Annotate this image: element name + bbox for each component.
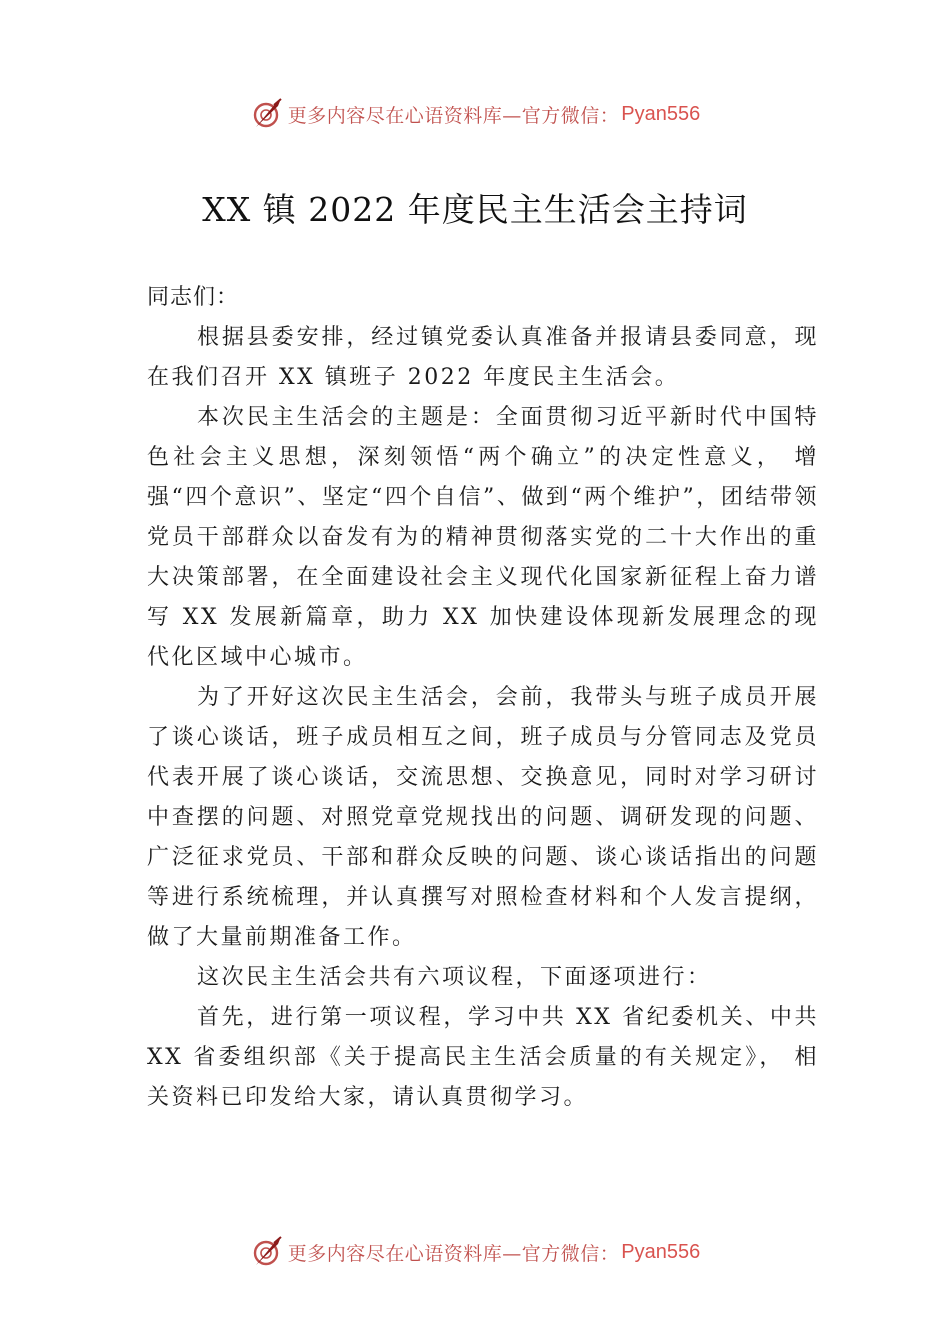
paragraph-5: 首先，进行第一项议程，学习中共 XX 省纪委机关、中共 XX 省委组织部《关于提高民主生活会质量的有关规定》， 相关资料已印发给大家，请认真贯彻学习。 — [147, 1005, 819, 1110]
banner-wechat-id: Pyan556 — [621, 1240, 701, 1263]
paragraph-3: 为了开好这次民主生活会，会前，我带头与班子成员开展了谈心谈话，班子成员相互之间，班子成员与分管同志及党员代表开展了谈心谈话，交流思想、交换意见，同时对学习研讨中查摆的问题、对照党章党规找出的问题、调研发现的问题、广泛征求党员、干部和群众反映的问题、谈心谈话指出的问题等进行系统梳理，并认真撰写对照检查材料和个人发言提纲，做了大量前期准备工作。 — [147, 685, 819, 950]
document-body — [147, 278, 819, 1118]
quill-pen-logo-icon — [250, 97, 284, 131]
banner-wechat-id: Pyan556 — [621, 102, 701, 125]
paragraph-2: 本次民主生活会的主题是：全面贯彻习近平新时代中国特色社会主义思想，深刻领悟“两个确立”的决定性意义， 增强“四个意识”、坚定“四个自信”、做到“两个维护”，团结带领党员干部群众以奋发有为的精神贯彻落实党的二十大作出的重大决策部署，在全面建设社会主义现代化国家新征程上奋力谱写 XX 发展新篇章，助力 XX 加快建设体现新发展理念的现代化区域中心城市。 — [147, 405, 819, 670]
banner-text: 更多内容尽在心语资料库—官方微信： — [287, 104, 620, 127]
document-title: XX 镇 2022 年度民主生活会主持词 — [202, 190, 748, 229]
quill-pen-logo-icon — [250, 1235, 284, 1269]
paragraph-4: 这次民主生活会共有六项议程，下面逐项进行： — [197, 965, 712, 990]
paragraph-1: 根据县委安排，经过镇党委认真准备并报请县委同意，现在我们召开 XX 镇班子 2022 年度民主生活会。 — [147, 325, 819, 390]
header-banner — [0, 94, 950, 134]
footer-banner — [0, 1232, 950, 1272]
salutation: 同志们： — [147, 285, 240, 310]
banner-text: 更多内容尽在心语资料库—官方微信： — [287, 1242, 620, 1265]
